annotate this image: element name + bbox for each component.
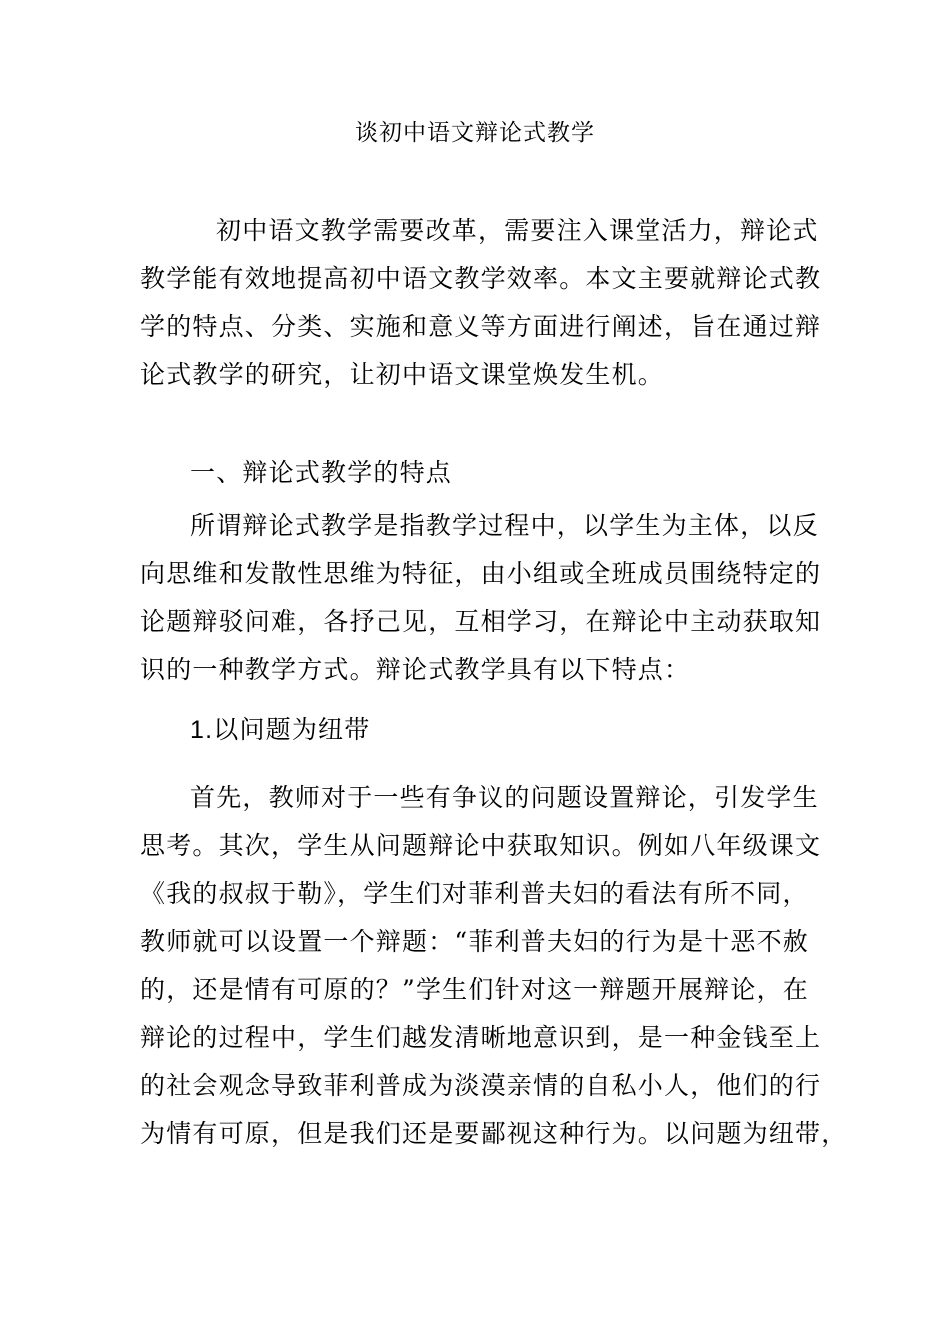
document-title: 谈初中语文辩论式教学 <box>355 120 595 146</box>
subsection-number: 1. <box>190 716 214 744</box>
paragraph-line: 的，还是情有可原的？”学生们针对这一辩题开展辩论，在 <box>140 975 809 1004</box>
subsection-heading <box>190 712 370 748</box>
paragraph-line: 向思维和发散性思维为特征，由小组或全班成员围绕特定的 <box>140 559 822 588</box>
abstract-line: 初中语文教学需要改革，需要注入课堂活力，辩论式 <box>216 216 819 245</box>
abstract-line: 教学能有效地提高初中语文教学效率。本文主要就辩论式教 <box>140 264 822 293</box>
paragraph-line: 教师就可以设置一个辩题：“菲利普夫妇的行为是十恶不赦 <box>140 927 809 956</box>
section-heading: 一、辩论式教学的特点 <box>190 458 453 487</box>
paragraph-line: 论题辩驳问难，各抒己见，互相学习，在辩论中主动获取知 <box>140 607 822 636</box>
paragraph-line: 的社会观念导致菲利普成为淡漠亲情的自私小人，他们的行 <box>140 1071 822 1100</box>
paragraph-line: 所谓辩论式教学是指教学过程中，以学生为主体，以反 <box>190 511 819 540</box>
paragraph-line: 思考。其次，学生从问题辩论中获取知识。例如八年级课文 <box>140 831 822 860</box>
abstract-line: 学的特点、分类、实施和意义等方面进行阐述，旨在通过辩 <box>140 312 822 341</box>
paragraph-line: 为情有可原，但是我们还是要鄙视这种行为。以问题为纽带， <box>140 1119 848 1148</box>
paragraph-line: 识的一种教学方式。辩论式教学具有以下特点： <box>140 655 691 684</box>
section-paragraph <box>140 502 822 694</box>
body-paragraph <box>140 774 848 1158</box>
abstract-paragraph <box>140 207 822 399</box>
paragraph-line: 《我的叔叔于勒》，学生们对菲利普夫妇的看法有所不同， <box>140 879 809 908</box>
paragraph-line: 首先，教师对于一些有争议的问题设置辩论，引发学生 <box>190 783 819 812</box>
subsection-title: 以问题为纽带 <box>213 715 371 744</box>
abstract-line: 论式教学的研究，让初中语文课堂焕发生机。 <box>140 360 665 389</box>
paragraph-line: 辩论的过程中，学生们越发清晰地意识到，是一种金钱至上 <box>140 1023 822 1052</box>
